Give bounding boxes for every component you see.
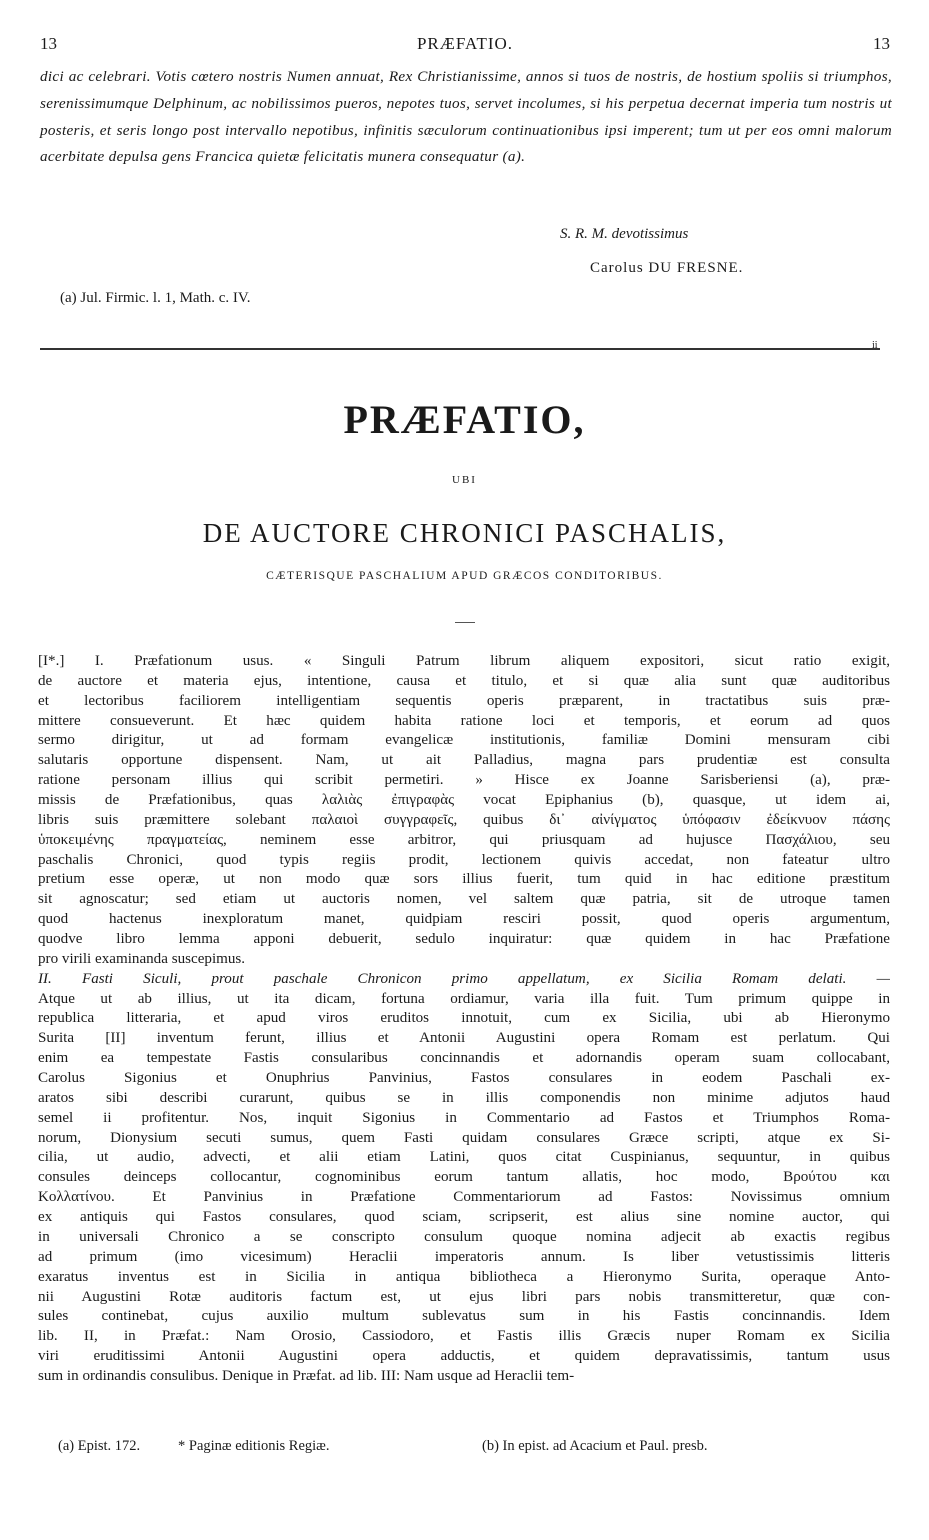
body-line: paschalis Chronici, quod typis regiis prodit, lectionem quivis accedat, non fateatur ultro xyxy=(38,851,890,868)
body-line: consules deinceps collocantur, cognominibus eorum tantum allatis, hoc modo, Βρούτου και xyxy=(38,1169,890,1186)
body-line: missis de Præfationibus, quas λαλιὰς ἐπιγραφὰς vocat Epiphanius (b), quasque, ut idem ai, xyxy=(38,792,890,809)
running-title: PRÆFATIO. xyxy=(416,34,514,53)
body-line: quodve libro lemma apponi debuerit, sedulo inquiratur: quæ quidem in hac Præfatione xyxy=(38,931,890,948)
body-line: ratione personam illius qui scribit permetiri. » Hisce ex Joanne Sarisberiensi (a), præ- xyxy=(38,772,890,789)
body-line: mittere consueverunt. Et hæc quidem habita ratione loci et temporis, et eorum ad quos xyxy=(38,712,890,729)
body-line: sum in ordinandis consulibus. Denique in Præfat. ad lib. III: Nam usque ad Heraclii tem- xyxy=(38,1367,575,1384)
body-line: ex antiquis qui Fastos consulares, quod sciam, scripserit, est alius sine nomine auctor, qui xyxy=(38,1209,890,1226)
body-line: Atque ut ab illius, ut ita dicam, fortuna ordiamur, varia illa fuit. Tum primum quippe in xyxy=(38,990,890,1007)
section-divider xyxy=(40,348,880,350)
body-line: libris suis præmittere solebant παλαιοὶ συγγραφεῖς, quibus δι᾽ αἰνίγματος ὑπόφασιν ἐδείκνυον πάσης xyxy=(38,811,890,828)
body-line: pretium esse operæ, ut non modo quæ sors illius fuerit, tum quid in hac editione præstitum xyxy=(38,871,890,888)
dedication-footnote: (a) Jul. Firmic. l. 1, Math. c. IV. xyxy=(60,290,251,306)
dedication-text: dici ac celebrari. Votis cœtero nostris Numen annuat, Rex Christianissime, annos si tuos de nostris, de hostium spoliis si triumphos, serenissimumque Delphinum, ac nobilissimos pueros, nepotes tuos, servet incolumes, si his perpetua decernat imperia tum nostris ut posteris, et seris longo post intervallo nepotibus, infinitis sæculorum continuationibus ipsi imperent; tum ut per eos omni malorum acerbitate depulsa gens Francica quietæ felicitatis munera consequatur (a). xyxy=(40,68,892,166)
footnote-star: * Paginæ editionis Regiæ. xyxy=(178,1438,330,1454)
body-line: republica litteraria, et apud viros eruditos innotuit, cum ex Sicilia, ubi ab Hieronymo xyxy=(38,1010,890,1027)
body-line: norum, Dionysium secuti sumus, quem Fasti quidam consulares Græce scripti, atque ex Si- xyxy=(38,1129,890,1146)
signature-line: S. R. M. devotissimus xyxy=(560,226,689,242)
footnote-b: (b) In epist. ad Acacium et Paul. presb. xyxy=(482,1438,708,1454)
body-line: semel ii profitentur. Nos, inquit Sigonius in Commentario ad Fastos et Triumphos Roma- xyxy=(38,1109,890,1126)
body-line: ὑποκειμένης πραγματείας, neminem esse arbitror, qui priusquam ad hujusce Πασχάλιου, seu xyxy=(38,831,890,848)
body-line: lib. II, in Præfat.: Nam Orosio, Cassiodoro, et Fastis illis Græcis nuper Romam ex Sicilia xyxy=(38,1328,890,1345)
body-line: in universali Chronico a se conscripto consulum quoque nomina adjecit ab exactis regibus xyxy=(38,1228,890,1245)
preface-subtitle: DE AUCTORE CHRONICI PASCHALIS, xyxy=(202,518,727,548)
divider-mark: ii xyxy=(872,340,878,351)
body-line: nii Augustini Rotæ auditoris factum est, ut ejus libri pars nobis transmitteretur, quæ con- xyxy=(38,1288,890,1305)
body-line: [I*.] I. Præfationum usus. « Singuli Patrum librum aliquem expositori, sicut ratio exigit, xyxy=(38,653,890,669)
body-line: et lectoribus faciliorem intelligentiam sequentis operis præparent, in tractatibus suis præ- xyxy=(38,692,890,709)
body-line: II. Fasti Siculi, prout paschale Chronicon primo appellatum, ex Sicilia Romam delati. — xyxy=(38,970,890,987)
running-head xyxy=(40,34,890,56)
body-line: cilia, ut audio, advecti, et alii etiam Latini, quos citat Cuspinianus, sequuntur, in quibus xyxy=(38,1149,890,1166)
body-line: Carolus Sigonius et Onuphrius Panvinius, Fastos consulares in eodem Paschali ex- xyxy=(38,1070,890,1087)
body-line: exaratus inventus est in Sicilia in antiqua bibliotheca a Hieronymo Surita, operaque Anto- xyxy=(38,1268,890,1285)
footnote-a: (a) Epist. 172. xyxy=(58,1438,141,1454)
body-line: ad primum (imo vicesimum) Heraclii imperatoris annum. Is liber vetustissimis litteris xyxy=(38,1248,890,1265)
body-line: viri eruditissimi Antonii Augustini opera adductis, et quidem depravatissimis, tantum usus xyxy=(38,1348,890,1365)
bottom-footnotes xyxy=(58,1438,888,1458)
preface-body xyxy=(38,652,890,1387)
body-line: aratos sibi describi curarunt, quibus se in illis componendis non minime adjutos haud xyxy=(38,1089,890,1106)
page-number-right: 13 xyxy=(873,34,890,53)
preface-subsubtitle: CÆTERISQUE PASCHALIUM APUD GRÆCOS CONDITORIBUS. xyxy=(266,570,663,582)
body-line: sules continebat, cujus auxilio multum sublevatus sum in his Fastis concinnandis. Idem xyxy=(38,1308,890,1325)
signature-name: Carolus DU FRESNE. xyxy=(590,260,744,276)
body-line: quod hactenus inexploratum manet, quidpiam resciri possit, quod operis argumentum, xyxy=(38,911,890,928)
body-line: Κολλατίνου. Et Panvinius in Præfatione Commentariorum ad Fastos: Novissimus omnium xyxy=(38,1189,890,1206)
small-divider xyxy=(455,622,475,623)
body-line: de auctore et materia ejus, intentione, causa et titulo, et si quæ alia sunt quæ auditoribus xyxy=(38,672,890,689)
body-line: pro virili examinanda suscepimus. xyxy=(38,950,246,967)
preface-title: PRÆFATIO, xyxy=(343,397,586,442)
body-line: sit agnoscatur; sed etiam ut auctoris nomen, vel saltem quæ patria, sit de utroque tamen xyxy=(38,891,890,908)
body-line: salutaris opportune dispensent. Nam, ut ait Palladius, magna pars prudentiæ est consulta xyxy=(38,752,890,769)
body-line: enim ea tempestate Fastis consularibus concinnandis et adornandis operam suam collocabant, xyxy=(38,1050,890,1067)
body-line: sermo dirigitur, ut ad formam evangelicæ institutionis, familiæ Domini mensuram cibi xyxy=(38,732,890,749)
preface-ubi: UBI xyxy=(452,474,477,486)
body-line: Surita [II] inventum ferunt, illius et Antonii Augustini opera Romam est perlatum. Qui xyxy=(38,1030,890,1047)
page-number-left: 13 xyxy=(40,34,57,53)
